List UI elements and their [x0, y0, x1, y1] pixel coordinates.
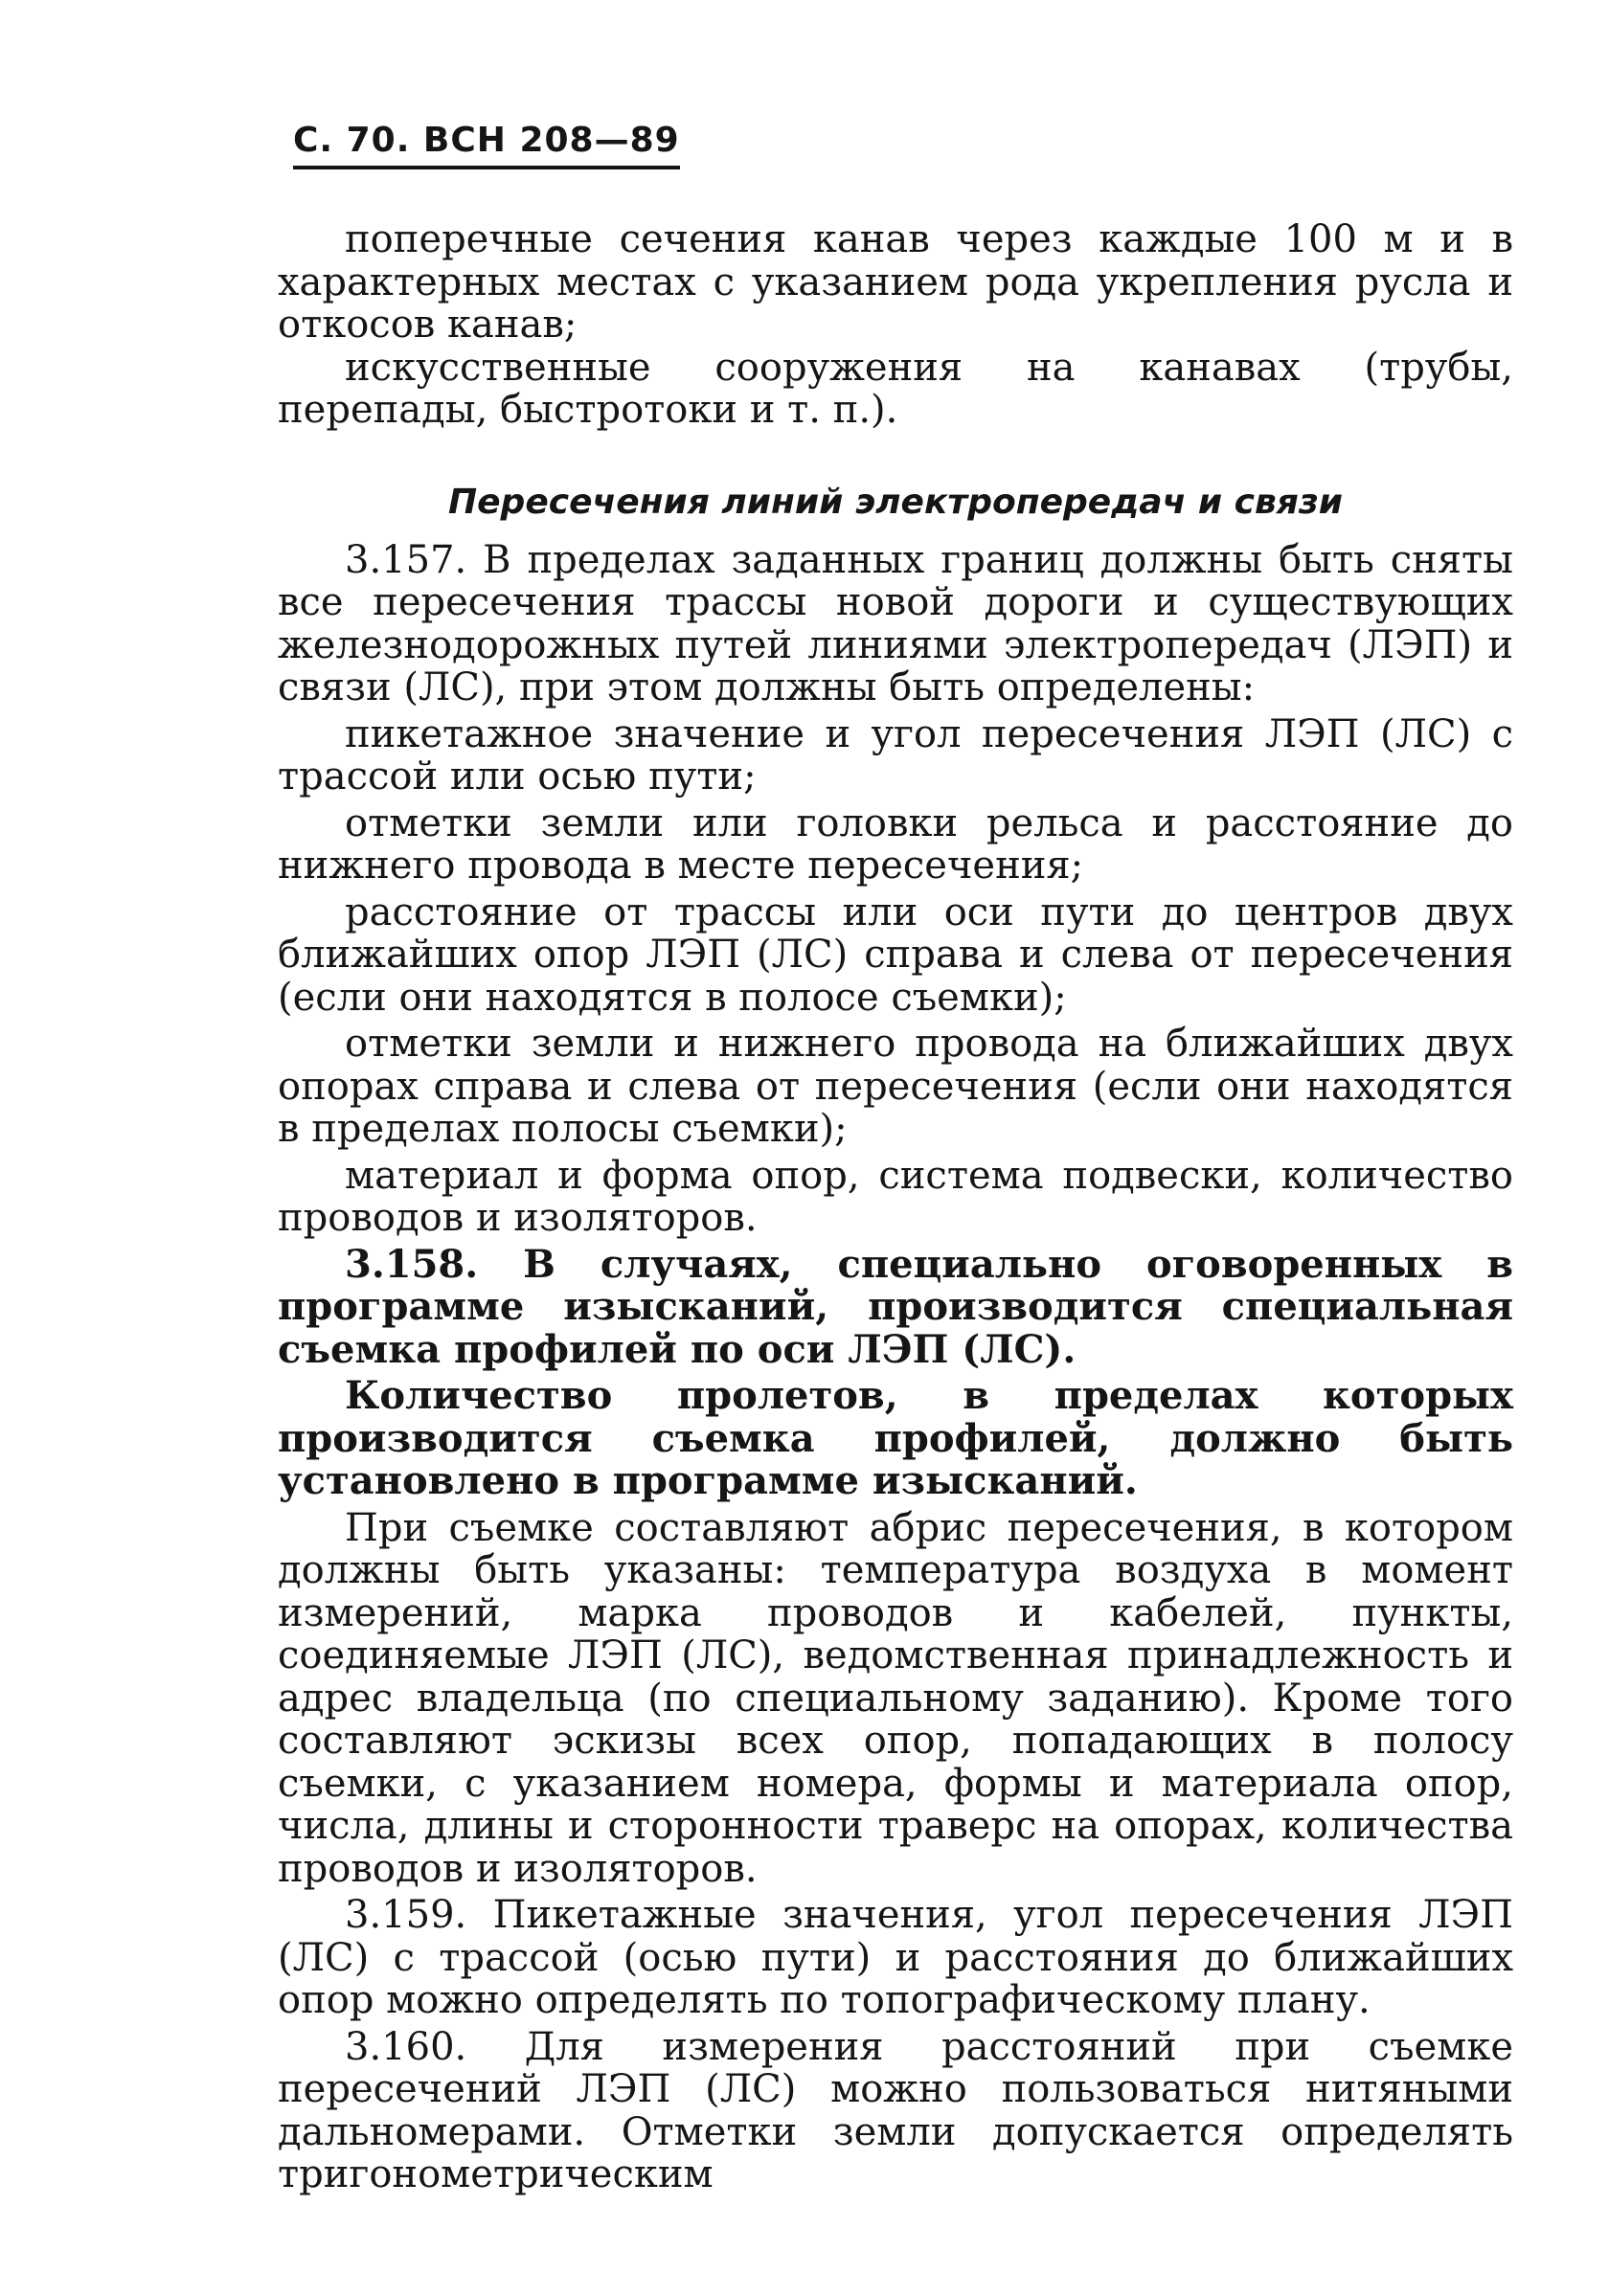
clause-3-157: 3.157. В пределах заданных границ должны быть сняты все пересечения трассы новой дороги и существующих железнодорожных путей линиями электропередач (ЛЭП) и связи (ЛС), при этом должны быть определены:	[278, 537, 1513, 709]
paragraph-abris: При съемке составляют абрис пересечения, в котором должны быть указаны: температура воздуха в момент измерений, марка проводов и кабелей, пункты, соединяемые ЛЭП (ЛС), ведомственная принадлежность и адрес владельца (по специальному заданию). Кроме того составляют эскизы всех опор, попадающих в полосу съемки, с указанием номера, формы и материала опор, числа, длины и сторонности траверс на опорах, количества проводов и изоляторов.	[278, 1505, 1513, 1891]
list-item-distance-to-supports: расстояние от трассы или оси пути до центров двух ближайших опор ЛЭП (ЛС) справа и слева от пересечения (если они находятся в полосе съемки);	[278, 889, 1513, 1020]
page-header: С. 70. ВСН 208—89	[293, 121, 680, 169]
paragraph-span-count: Количество пролетов, в пределах которых производится съемка профилей, должно быть установлено в программе изысканий.	[278, 1373, 1513, 1503]
paragraph-artificial-structures: искусственные сооружения на канавах (трубы, перепады, быстротоки и т. п.).	[278, 345, 1513, 432]
list-item-ground-marks: отметки земли или головки рельса и расстояние до нижнего провода в месте пересечения;	[278, 800, 1513, 888]
clause-3-159: 3.159. Пикетажные значения, угол пересечения ЛЭП (ЛС) с трассой (осью пути) и расстояния до ближайших опор можно определять по топографическому плану.	[278, 1893, 1513, 2022]
clause-3-158: 3.158. В случаях, специально оговоренных в программе изысканий, производится специальная съемка профилей по оси ЛЭП (ЛС).	[278, 1241, 1513, 1372]
section-title: Пересечения линий электропередач и связи	[448, 482, 1343, 522]
list-item-picket-value: пикетажное значение и угол пересечения ЛЭП (ЛС) с трассой или осью пути;	[278, 711, 1513, 799]
paragraph-cross-sections: поперечные сечения канав через каждые 100 м и в характерных местах с указанием рода укрепления русла и откосов канав;	[278, 217, 1513, 347]
document-body	[278, 218, 1513, 2196]
list-item-material: материал и форма опор, система подвески, количество проводов и изоляторов.	[278, 1153, 1513, 1240]
list-item-support-marks: отметки земли и нижнего провода на ближайших двух опорах справа и слева от пересечения (если они находятся в пределах полосы съемки);	[278, 1022, 1513, 1151]
clause-3-160: 3.160. Для измерения расстояний при съемке пересечений ЛЭП (ЛС) можно пользоваться нитяными дальномерами. Отметки земли допускается определять тригонометрическим	[278, 2024, 1513, 2196]
